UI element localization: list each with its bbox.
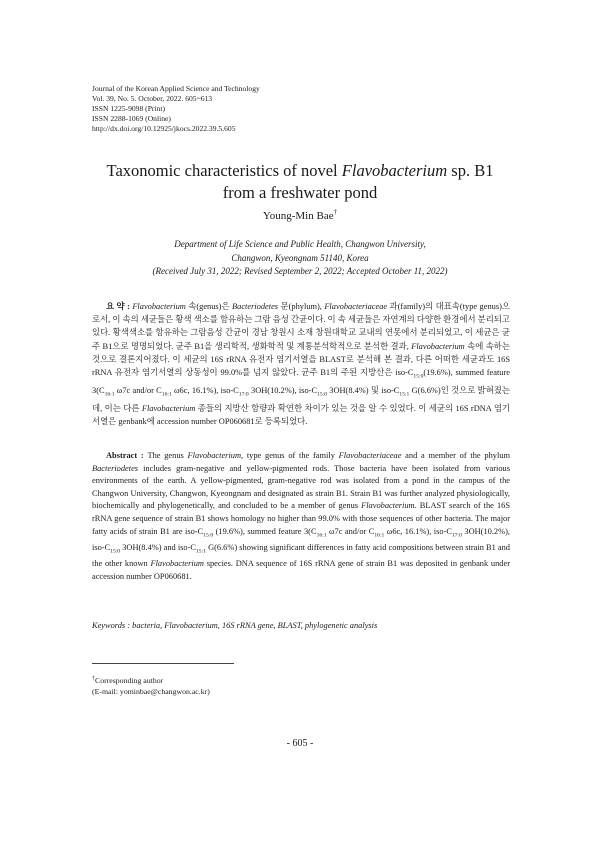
footnote-email: (E-mail: yominbae@changwon.ac.kr) — [92, 687, 210, 696]
page-number: - 605 - — [286, 738, 314, 749]
journal-info — [92, 84, 260, 134]
affiliation — [0, 238, 600, 279]
keywords — [92, 621, 510, 630]
author-name: Young-Min Bae — [262, 210, 334, 222]
title-line-2: from a freshwater pond — [222, 183, 378, 202]
keywords-label: Keywords : — [92, 621, 133, 630]
footnote-divider — [92, 663, 234, 664]
title-genus: Flavobacterium — [341, 161, 448, 180]
abstract-ko-label: 요 약 : — [106, 302, 133, 311]
journal-volume: Vol. 39, No. 5. October, 2022. 605~613 — [92, 94, 213, 103]
affiliation-line-2: Changwon, Kyeongnam 51140, Korea — [231, 252, 369, 263]
title-line-1: Taxonomic characteristics of novel Flavobacterium sp. B1 — [106, 161, 494, 180]
journal-name: Journal of the Korean Applied Science and Technology — [92, 84, 260, 93]
affiliation-line-1: Department of Life Science and Public Health, Changwon University, — [174, 239, 426, 249]
footnote — [92, 674, 210, 697]
received-dates: (Received July 31, 2022; Revised September 2, 2022; Accepted October 11, 2022) — [152, 266, 448, 276]
journal-issn-online: ISSN 2288-1069 (Online) — [92, 114, 171, 123]
paper-title — [0, 160, 600, 204]
abstract-english: Abstract : The genus Flavobacterium, type genus of the family Flavobacteriaceae and a member of the phylum Bacteriodetes includes gram-negative and yellow-pigmented rods. Those bacteria have been isolated from various environments of the earth. A yellow-pigmented, gram-negative rod was isolated from a pond in the campus of the Changwon University, Changwon, Kyeongnam and designated as strain B1. Strain B1 was further analyzed physiologically, biochemically and phylogenetically, and concluded to be a member of genus Flavobacterium. BLAST search of the 16S rRNA gene sequence of strain B1 shows homology no higher than 99.0% with those sequences of other bacteria. The major fatty acids of strain B1 are iso-$C_{15:0}$ (19.6%), summed feature $3(C_{16:1}$ ω7c and/or $C_{16:1}$ ω6c, 16.1%), iso-$C_{17:0}$ 3OH(10.2%), iso-$C_{15:0}$ 3OH(8.4%) and iso-$C_{15:1}$ G(6.6%) showing significant differences in fatty acid compositions between strain B1 and the other known Flavobacterium species. DNA sequence of 16S rRNA gene of strain B1 was deposited in genbank under accession number OP060681. — [92, 451, 510, 581]
abstract-en-label: Abstract : — [106, 451, 148, 460]
abstract-korean: 요 약 : Flavobacterium 속(genus)은 Bacteriodetes 문(phylum), Flavobacteriaceae 과(family)의 대표속(type genus)으로서, 이 속의 세균들은 황색 색소를 함유하는 그람 음성 간균이다. 이 속 세균들은 자연계의 다양한 환경에서 분리되고 있다. 황색색소를 함유하는 그람음성 간균이 경남 창원시 소재 창원대학교 교내의 연못에서 분리되었고, 이 세균은 균주 B1으로 명명되었다. 균주 B1을 생리학적, 생화학적 및 계통분석학적으로 분석한 결과, Flavobacterium 속에 속하는 것으로 결론지어졌다. 이 세균의 16S rRNA 유전자 염기서열을 BLAST로 분석해 본 결과, 다른 어떠한 세균과도 16S rRNA 유전자 염기서열의 상동성이 99.0%를 넘지 않았다. 균주 B1의 주된 지방산은 iso-$C_{15:0}(19.6\%)$, summed feature $3(C_{16:1}$ ω7c and/or $C_{16:1}$ ω6c, 16.1%), iso-$C_{17:0}$ 3OH(10.2%), iso-$C_{15:0}$ 3OH(8.4%) 및 iso-$C_{15:1}$ G(6.6%)인 것으로 밝혀졌는데, 이는 다른 Flavobacterium 종들의 지방산 함량과 확연한 차이가 있는 것을 알 수 있었다. 이 세균의 16S rDNA 염기서열은 genbank에 accession number OP060681로 등록되었다. — [92, 302, 510, 426]
journal-doi: http://dx.doi.org/10.12925/jkocs.2022.39.5.605 — [92, 124, 236, 133]
author — [0, 208, 600, 222]
keywords-text: bacteria, Flavobacterium, 16S rRNA gene, BLAST, phylogenetic analysis — [132, 621, 378, 630]
footnote-corresponding: †Corresponding author — [92, 676, 164, 685]
journal-issn-print: ISSN 1225-9098 (Print) — [92, 104, 165, 113]
author-mark: † — [333, 208, 338, 216]
